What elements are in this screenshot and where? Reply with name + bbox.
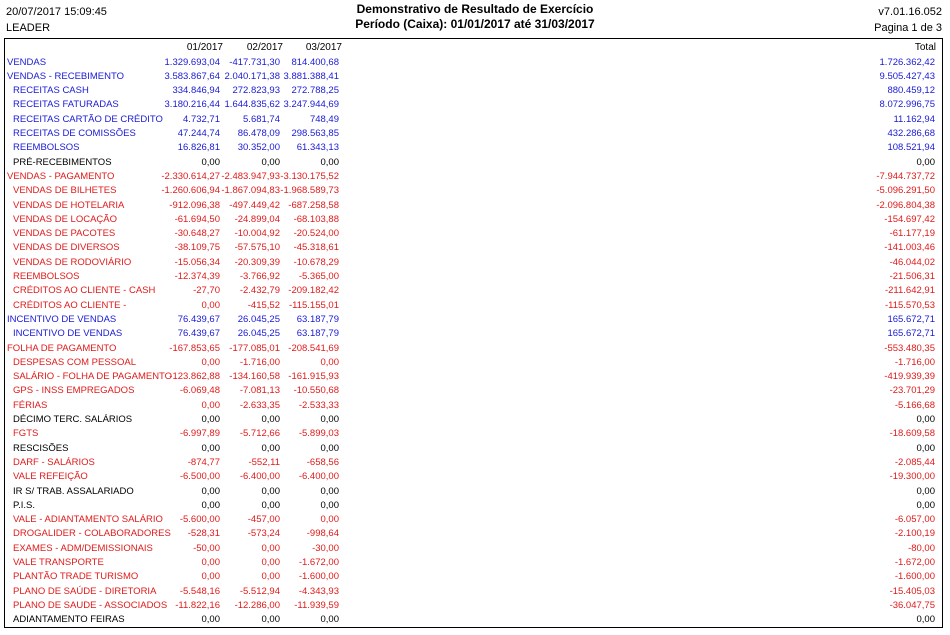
row-value-jan: 0,00 — [201, 156, 220, 168]
table-row — [5, 299, 942, 313]
row-value-jan: -167.853,65 — [169, 342, 220, 354]
row-value-jan: 0,00 — [201, 499, 220, 511]
row-value-jan: 0,00 — [201, 485, 220, 497]
row-value-feb: -552,11 — [248, 456, 280, 468]
row-value-jan: 0,00 — [201, 442, 220, 454]
row-value-total: 165.672,71 — [887, 313, 935, 325]
row-label: FGTS — [13, 428, 39, 440]
row-value-feb: -497.449,42 — [229, 199, 280, 211]
row-value-total: 0,00 — [916, 414, 935, 425]
table-row — [5, 156, 942, 170]
row-value-mar: -6.400,00 — [298, 471, 339, 483]
row-value-jan: -123.862,88 — [169, 371, 220, 383]
row-value-mar: 3.247.944,69 — [283, 99, 339, 111]
row-value-jan: -528,31 — [187, 528, 220, 540]
row-value-jan: 3.583.867,64 — [164, 70, 220, 82]
row-value-feb: 272.823,93 — [232, 85, 280, 97]
row-label: PLANTÃO TRADE TURISMO — [13, 571, 139, 583]
row-value-feb: -5.712,66 — [239, 428, 280, 440]
row-value-jan: 0,00 — [201, 399, 220, 411]
row-value-mar: -3.130.175,52 — [280, 170, 339, 182]
row-value-jan: -6.997,89 — [179, 428, 220, 440]
row-value-feb: 0,00 — [261, 614, 280, 626]
table-row — [5, 456, 942, 470]
row-value-feb: 0,00 — [261, 542, 280, 554]
row-value-mar: -1.968.589,73 — [280, 185, 339, 197]
table-row — [5, 184, 942, 198]
row-value-jan: -38.109,75 — [174, 242, 220, 254]
row-value-total: -2.100,19 — [894, 528, 935, 540]
row-value-feb: 2.040.171,38 — [224, 70, 280, 82]
row-label: DESPESAS COM PESSOAL — [13, 356, 137, 368]
row-value-feb: -6.400,00 — [239, 471, 280, 483]
row-value-feb: -12.286,00 — [234, 599, 280, 611]
table-row — [5, 98, 942, 112]
row-value-mar: -11.939,59 — [294, 599, 339, 611]
row-value-mar: 3.881.388,41 — [283, 70, 339, 82]
row-value-total: -115.570,53 — [884, 299, 935, 311]
row-value-jan: 1.329.693,04 — [164, 56, 220, 68]
row-label: ADIANTAMENTO FEIRAS — [13, 614, 125, 626]
row-label: VENDAS DE DIVERSOS — [13, 242, 120, 254]
row-value-feb: 0,00 — [261, 156, 280, 168]
row-value-mar: -5.899,03 — [298, 428, 339, 440]
row-label: P.I.S. — [13, 499, 36, 511]
row-value-total: -141.003,46 — [884, 242, 935, 254]
row-value-mar: -687.258,58 — [288, 199, 339, 211]
row-value-total: -5.096.291,50 — [876, 185, 935, 197]
row-value-total: -1.716,00 — [894, 356, 935, 368]
row-value-feb: -1.716,00 — [239, 356, 280, 368]
row-value-mar: -161.915,93 — [288, 371, 339, 383]
table-row — [5, 499, 942, 513]
table-row — [5, 599, 942, 613]
table-row — [5, 485, 942, 499]
row-value-feb: 0,00 — [261, 442, 280, 454]
row-label: CRÉDITOS AO CLIENTE - — [13, 299, 127, 311]
row-value-jan: 0,00 — [201, 356, 220, 368]
row-value-feb: 0,00 — [261, 414, 280, 425]
row-value-feb: 0,00 — [261, 557, 280, 568]
table-row — [5, 256, 942, 270]
row-label: VENDAS DE RODOVIÁRIO — [13, 256, 132, 268]
row-value-total: -2.096.804,38 — [876, 199, 935, 211]
row-label: RECEITAS CARTÃO DE CRÉDITO — [13, 113, 163, 125]
row-label: CRÉDITOS AO CLIENTE - CASH — [13, 285, 156, 297]
row-value-total: 108.521,94 — [887, 142, 935, 154]
row-value-total: 11.162,94 — [893, 113, 935, 125]
row-value-feb: -2.483.947,93 — [221, 170, 280, 182]
row-value-jan: -5.548,16 — [179, 585, 220, 597]
row-value-feb: -134.160,58 — [229, 371, 280, 383]
table-row — [5, 342, 942, 356]
row-value-feb: 0,00 — [261, 485, 280, 497]
row-value-feb: 1.644.835,62 — [224, 99, 280, 111]
report-header-center — [0, 2, 950, 32]
row-value-mar: 63.187,79 — [296, 328, 339, 340]
row-label: RECEITAS DE COMISSÕES — [13, 128, 136, 139]
row-value-jan: -5.600,00 — [179, 514, 220, 526]
table-row — [5, 399, 942, 413]
row-value-jan: -874,77 — [187, 456, 220, 468]
row-value-jan: -2.330.614,27 — [161, 170, 220, 182]
row-value-mar: -208.541,69 — [288, 342, 339, 354]
row-value-total: -419.939,39 — [884, 371, 935, 383]
row-value-mar: 0,00 — [320, 499, 339, 511]
table-row — [5, 513, 942, 527]
row-label: FOLHA DE PAGAMENTO — [7, 342, 117, 354]
row-value-mar: -209.182,42 — [288, 285, 339, 297]
row-value-jan: -15.056,34 — [174, 256, 220, 268]
row-value-total: -211.642,91 — [884, 285, 935, 297]
row-value-feb: 26.045,25 — [237, 328, 280, 340]
row-value-total: -46.044,02 — [889, 256, 935, 268]
row-value-feb: -415,52 — [247, 299, 280, 311]
row-value-mar: -10.678,29 — [293, 256, 339, 268]
row-value-mar: -45.318,61 — [293, 242, 339, 254]
row-value-feb: 0,00 — [261, 499, 280, 511]
table-row — [5, 413, 942, 427]
row-value-mar: 61.343,13 — [296, 142, 339, 154]
row-label: PLANO DE SAUDE - ASSOCIADOS — [13, 599, 168, 611]
row-value-feb: 26.045,25 — [237, 313, 280, 325]
table-row — [5, 556, 942, 570]
row-value-feb: 0,00 — [261, 571, 280, 583]
row-value-total: 0,00 — [916, 499, 935, 511]
row-value-jan: 4.732,71 — [183, 113, 220, 125]
row-value-mar: 298.563,85 — [291, 128, 339, 139]
row-value-mar: 0,00 — [320, 614, 339, 626]
row-label: INCENTIVO DE VENDAS — [7, 313, 117, 325]
table-row — [5, 270, 942, 284]
row-value-total: 880.459,12 — [887, 85, 935, 97]
row-value-jan: 0,00 — [201, 557, 220, 568]
row-label: VENDAS - RECEBIMENTO — [7, 70, 125, 82]
row-value-mar: 63.187,79 — [296, 313, 339, 325]
row-label: FÉRIAS — [13, 399, 48, 411]
table-row — [5, 241, 942, 255]
row-value-jan: -6.500,00 — [179, 471, 220, 483]
table-row — [5, 470, 942, 484]
row-value-total: -23.701,29 — [889, 385, 935, 397]
row-value-total: 0,00 — [916, 485, 935, 497]
table-row — [5, 284, 942, 298]
table-row — [5, 213, 942, 227]
row-value-total: -6.057,00 — [894, 514, 935, 526]
row-value-jan: 76.439,67 — [177, 328, 220, 340]
table-row — [5, 127, 942, 141]
row-value-jan: 16.826,81 — [177, 142, 220, 154]
row-value-mar: 0,00 — [320, 156, 339, 168]
row-value-feb: -573,24 — [247, 528, 280, 540]
row-value-total: -5.166,68 — [894, 399, 935, 411]
row-label: PRÉ-RECEBIMENTOS — [13, 156, 112, 168]
row-label: RESCISÕES — [13, 442, 69, 454]
row-value-feb: -24.899,04 — [234, 213, 280, 225]
row-label: PLANO DE SAÚDE - DIRETORIA — [13, 585, 157, 597]
table-row — [5, 141, 942, 155]
row-value-feb: 30.352,00 — [237, 142, 280, 154]
row-label: RECEITAS FATURADAS — [13, 99, 119, 111]
row-value-total: 432.286,68 — [887, 128, 935, 139]
row-value-total: -15.405,03 — [889, 585, 935, 597]
table-row — [5, 585, 942, 599]
row-value-mar: 748,49 — [309, 113, 339, 125]
row-label: VENDAS DE HOTELARIA — [13, 199, 125, 211]
row-value-jan: -12.374,39 — [174, 271, 220, 282]
row-value-mar: 272.788,25 — [291, 85, 339, 97]
row-value-mar: -658,56 — [306, 456, 339, 468]
column-header-feb: 02/2017 — [246, 42, 283, 53]
row-label: VENDAS — [7, 56, 47, 68]
row-value-total: -36.047,75 — [889, 599, 935, 611]
row-label: DÉCIMO TERC. SALÁRIOS — [13, 414, 133, 425]
page-indicator: Pagina 1 de 3 — [874, 22, 942, 34]
row-value-feb: -177.085,01 — [229, 342, 280, 354]
row-value-jan: -50,00 — [193, 542, 220, 554]
row-value-mar: 814.400,68 — [291, 56, 339, 68]
row-value-total: -1.672,00 — [894, 557, 935, 568]
row-label: DROGALIDER - COLABORADORES — [13, 528, 171, 540]
row-value-jan: -11.822,16 — [175, 599, 220, 611]
table-row — [5, 327, 942, 341]
row-value-jan: -27,70 — [193, 285, 220, 297]
column-header-mar: 03/2017 — [305, 42, 342, 53]
table-row — [5, 384, 942, 398]
row-value-mar: 0,00 — [320, 414, 339, 425]
row-value-mar: -115.155,01 — [288, 299, 339, 311]
table-row — [5, 170, 942, 184]
row-value-jan: -6.069,48 — [179, 385, 220, 397]
row-value-feb: -7.081,13 — [239, 385, 280, 397]
row-value-mar: -30,00 — [312, 542, 339, 554]
row-value-total: 165.672,71 — [887, 328, 935, 340]
row-value-jan: -30.648,27 — [174, 228, 220, 240]
row-value-mar: -1.600,00 — [298, 571, 339, 583]
row-value-feb: -57.575,10 — [234, 242, 280, 254]
row-label: EXAMES - ADM/DEMISSIONAIS — [13, 542, 153, 554]
table-row — [5, 542, 942, 556]
row-value-total: 8.072.996,75 — [879, 99, 935, 111]
report-datetime: 20/07/2017 15:09:45 — [6, 6, 107, 18]
row-label: INCENTIVO DE VENDAS — [13, 328, 123, 340]
report-title: Demonstrativo de Resultado de Exercício — [356, 2, 594, 16]
row-value-total: 9.505.427,43 — [879, 70, 935, 82]
row-value-jan: -912.096,38 — [169, 199, 220, 211]
row-value-mar: -998,64 — [306, 528, 339, 540]
row-value-mar: -68.103,88 — [293, 213, 339, 225]
row-value-total: -553.480,35 — [884, 342, 935, 354]
table-row — [5, 56, 942, 70]
row-value-feb: -3.766,92 — [239, 271, 280, 282]
row-label: SALÁRIO - FOLHA DE PAGAMENTO — [13, 371, 173, 383]
row-value-jan: -1.260.606,94 — [161, 185, 220, 197]
row-value-feb: -2.432,79 — [239, 285, 280, 297]
row-value-total: 0,00 — [916, 614, 935, 626]
row-label: REEMBOLSOS — [13, 271, 80, 282]
row-label: VENDAS - PAGAMENTO — [7, 170, 115, 182]
row-value-mar: -20.524,00 — [293, 228, 339, 240]
company-name: LEADER — [6, 22, 51, 34]
row-value-mar: 0,00 — [320, 442, 339, 454]
table-row — [5, 70, 942, 84]
report-header-right — [874, 4, 942, 36]
table-row — [5, 427, 942, 441]
row-label: IR S/ TRAB. ASSALARIADO — [13, 485, 134, 497]
row-value-total: -18.609,58 — [889, 428, 935, 440]
row-value-mar: -1.672,00 — [298, 557, 339, 568]
row-label: REEMBOLSOS — [13, 142, 80, 154]
row-value-feb: -457,00 — [247, 514, 280, 526]
column-header-total: Total — [914, 42, 936, 53]
row-value-feb: -20.309,39 — [234, 256, 280, 268]
row-value-feb: -417.731,30 — [229, 56, 280, 68]
row-value-mar: 0,00 — [320, 514, 339, 526]
row-value-jan: 3.180.216,44 — [164, 99, 220, 111]
row-value-total: -19.300,00 — [889, 471, 935, 483]
row-value-total: -7.944.737,72 — [876, 170, 935, 182]
table-row — [5, 613, 942, 627]
row-value-feb: -10.004,92 — [234, 228, 280, 240]
row-value-total: -1.600,00 — [894, 571, 935, 583]
row-value-feb: -2.633,35 — [239, 399, 280, 411]
row-value-mar: -10.550,68 — [293, 385, 339, 397]
row-value-mar: -5.365,00 — [298, 271, 339, 282]
row-label: VENDAS DE BILHETES — [13, 185, 117, 197]
row-value-total: -2.085,44 — [894, 456, 935, 468]
row-value-jan: 0,00 — [201, 299, 220, 311]
row-value-feb: 5.681,74 — [243, 113, 280, 125]
row-value-total: -80,00 — [908, 542, 935, 554]
row-value-mar: 0,00 — [320, 356, 339, 368]
table-row — [5, 442, 942, 456]
table-row — [5, 570, 942, 584]
row-value-mar: 0,00 — [320, 485, 339, 497]
row-value-feb: -5.512,94 — [239, 585, 280, 597]
row-value-jan: 76.439,67 — [177, 313, 220, 325]
table-row — [5, 113, 942, 127]
table-row — [5, 313, 942, 327]
table-row — [5, 199, 942, 213]
row-value-feb: 86.478,09 — [237, 128, 280, 139]
row-label: VALE - ADIANTAMENTO SALÁRIO — [13, 514, 163, 526]
table-row — [5, 227, 942, 241]
row-value-jan: 0,00 — [201, 614, 220, 626]
row-value-total: 0,00 — [916, 156, 935, 168]
table-row — [5, 84, 942, 98]
table-row — [5, 527, 942, 541]
row-label: VENDAS DE PACOTES — [13, 228, 116, 240]
row-value-feb: -1.867.094,83 — [221, 185, 280, 197]
report-period: Período (Caixa): 01/01/2017 até 31/03/2017 — [355, 17, 595, 31]
table-row — [5, 370, 942, 384]
row-value-jan: -61.694,50 — [174, 213, 220, 225]
row-label: DARF - SALÁRIOS — [13, 456, 95, 468]
row-label: RECEITAS CASH — [13, 85, 89, 97]
row-value-jan: 47.244,74 — [177, 128, 220, 139]
row-label: VALE TRANSPORTE — [13, 557, 104, 568]
row-value-total: 0,00 — [916, 442, 935, 454]
row-value-mar: -2.533,33 — [298, 399, 339, 411]
row-value-jan: 0,00 — [201, 571, 220, 583]
row-value-jan: 334.846,94 — [172, 85, 220, 97]
row-value-jan: 0,00 — [201, 414, 220, 425]
app-version: v7.01.16.052 — [878, 6, 942, 18]
row-label: GPS - INSS EMPREGADOS — [13, 385, 135, 397]
row-value-total: -61.177,19 — [889, 228, 935, 240]
table-row — [5, 356, 942, 370]
row-value-total: -154.697,42 — [884, 213, 935, 225]
row-value-total: -21.506,31 — [889, 271, 935, 282]
column-header-jan: 01/2017 — [186, 42, 223, 53]
row-value-mar: -4.343,93 — [298, 585, 339, 597]
row-label: VALE REFEIÇÃO — [13, 471, 88, 483]
row-label: VENDAS DE LOCAÇÃO — [13, 213, 117, 225]
row-value-total: 1.726.362,42 — [879, 56, 935, 68]
